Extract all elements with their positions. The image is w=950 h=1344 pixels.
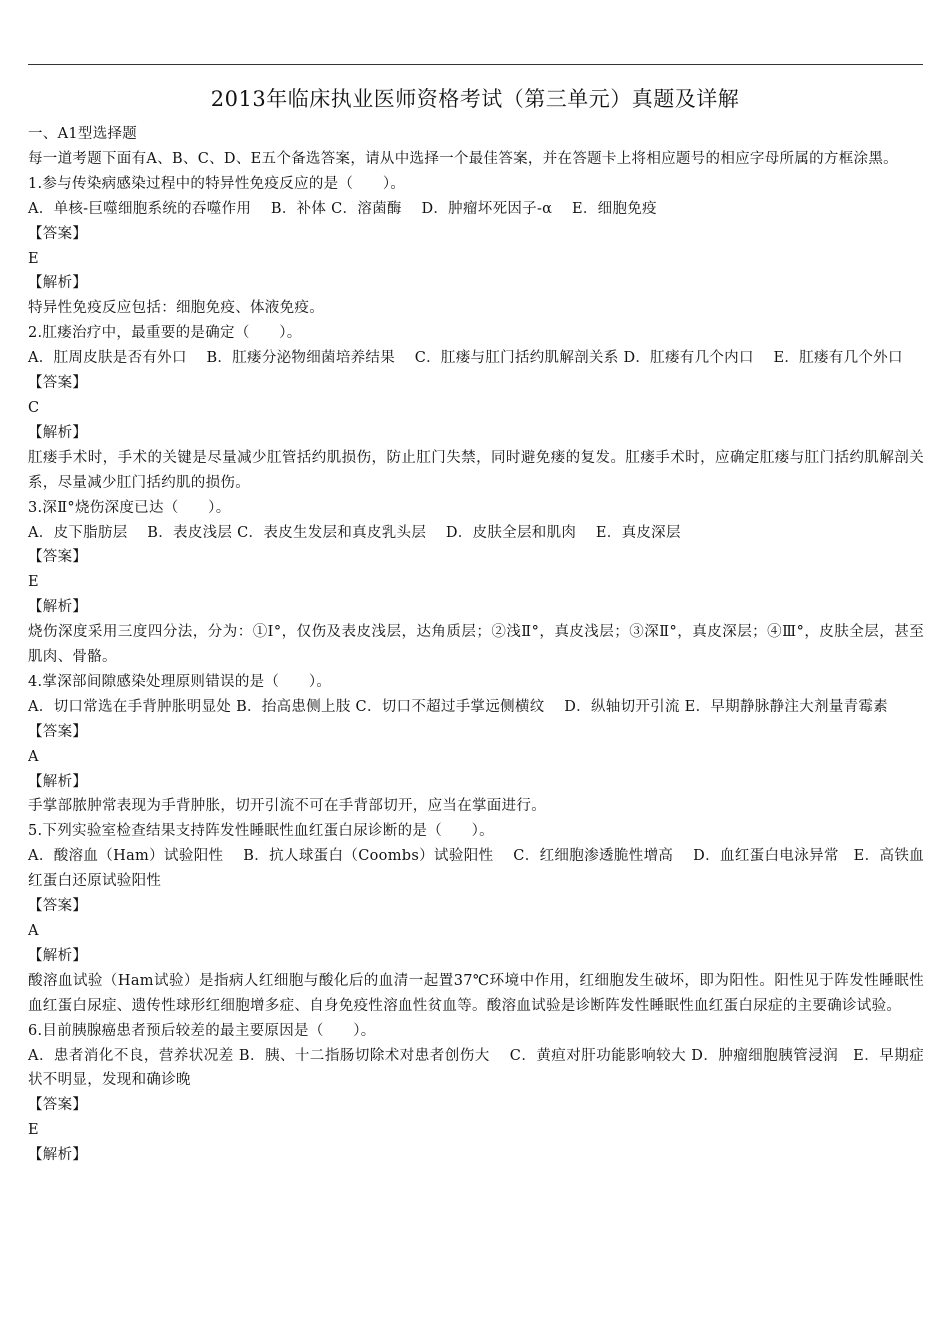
question-stem: 1.参与传染病感染过程中的特异性免疫反应的是（ ）。 — [28, 175, 406, 192]
question-options: A．肛周皮肤是否有外口 B．肛瘘分泌物细菌培养结果 C．肛瘘与肛门括约肌解剖关系 D．肛瘘有几个内口 E．肛瘘有几个外口 — [28, 350, 903, 367]
question-stem: 2.肛瘘治疗中，最重要的是确定（ ）。 — [28, 325, 302, 342]
answer-value: E — [28, 1122, 39, 1139]
question-stem: 3.深Ⅱ°烧伤深度已达（ ）。 — [28, 499, 231, 516]
question-block — [28, 172, 924, 321]
question-block — [28, 496, 924, 670]
document-title: 2013年临床执业医师资格考试（第三单元）真题及详解 — [210, 87, 740, 111]
analysis-label: 【解析】 — [28, 947, 88, 964]
analysis-label: 【解析】 — [28, 1147, 88, 1164]
question-block — [28, 321, 924, 495]
answer-value: A — [28, 748, 39, 765]
answer-label: 【答案】 — [28, 898, 88, 915]
analysis-label: 【解析】 — [28, 275, 88, 292]
question-stem: 6.目前胰腺癌患者预后较差的最主要原因是（ ）。 — [28, 1022, 376, 1039]
question-block — [28, 1019, 924, 1168]
question-options: A．皮下脂肪层 B．表皮浅层 C．表皮生发层和真皮乳头层 D．皮肤全层和肌肉 E．真皮深层 — [28, 524, 681, 541]
answer-label: 【答案】 — [28, 549, 88, 566]
header-rule — [28, 64, 923, 65]
answer-value: E — [28, 250, 39, 267]
question-block — [28, 670, 924, 819]
analysis-label: 【解析】 — [28, 773, 88, 790]
answer-label: 【答案】 — [28, 375, 88, 392]
section-heading: 一、A1型选择题 — [28, 126, 138, 142]
question-options: A．单核-巨噬细胞系统的吞噬作用 B．补体 C．溶菌酶 D．肿瘤坏死因子-α E．细胞免疫 — [28, 200, 657, 217]
instruction-text: 每一道考题下面有A、B、C、D、E五个备选答案，请从中选择一个最佳答案，并在答题卡上将相应题号的相应字母所属的方框涂黑。 — [28, 150, 898, 167]
question-options: A．酸溶血（Ham）试验阳性 B．抗人球蛋白（Coombs）试验阳性 C．红细胞渗透脆性增高 D．血红蛋白电泳异常 E．高铁血红蛋白还原试验阳性 — [28, 848, 924, 890]
answer-value: A — [28, 923, 39, 939]
analysis-text: 手掌部脓肿常表现为手背肿胀，切开引流不可在手背部切开，应当在掌面进行。 — [28, 798, 546, 815]
document-body — [28, 122, 924, 1168]
analysis-text: 肛瘘手术时，手术的关键是尽量减少肛管括约肌损伤，防止肛门失禁，同时避免瘘的复发。肛瘘手术时，应确定肛瘘与肛门括约肌解剖关系，尽量减少肛门括约肌的损伤。 — [28, 449, 924, 491]
analysis-label: 【解析】 — [28, 424, 88, 441]
question-options: A．切口常选在手背肿胀明显处 B．抬高患侧上肢 C．切口不超过手掌远侧横纹 D．纵轴切开引流 E．早期静脉静注大剂量青霉素 — [28, 698, 888, 715]
analysis-text: 烧伤深度采用三度四分法，分为：①Ⅰ°，仅伤及表皮浅层，达角质层；②浅Ⅱ°，真皮浅层；③深Ⅱ°，真皮深层；④Ⅲ°，皮肤全层，甚至肌肉、骨骼。 — [28, 624, 924, 666]
analysis-text: 酸溶血试验（Ham试验）是指病人红细胞与酸化后的血清一起置37℃环境中作用，红细胞发生破坏，即为阳性。阳性见于阵发性睡眠性血红蛋白尿症、遗传性球形红细胞增多症、自身免疫性溶血性贫血等。酸溶血试验是诊断阵发性睡眠性血红蛋白尿症的主要确诊试验。 — [28, 972, 924, 1014]
analysis-text: 特异性免疫反应包括：细胞免疫、体液免疫。 — [28, 300, 324, 317]
answer-value: C — [28, 399, 40, 416]
question-block — [28, 819, 924, 1018]
answer-label: 【答案】 — [28, 723, 88, 740]
question-stem: 5.下列实验室检查结果支持阵发性睡眠性血红蛋白尿诊断的是（ ）。 — [28, 823, 494, 840]
analysis-label: 【解析】 — [28, 599, 88, 616]
answer-label: 【答案】 — [28, 225, 88, 242]
question-stem: 4.掌深部间隙感染处理原则错误的是（ ）。 — [28, 673, 332, 690]
answer-label: 【答案】 — [28, 1097, 88, 1114]
answer-value: E — [28, 574, 39, 591]
question-options: A．患者消化不良，营养状况差 B．胰、十二指肠切除术对患者创伤大 C．黄疸对肝功能影响较大 D．肿瘤细胞胰管浸润 E．早期症状不明显，发现和确诊晚 — [28, 1047, 924, 1089]
